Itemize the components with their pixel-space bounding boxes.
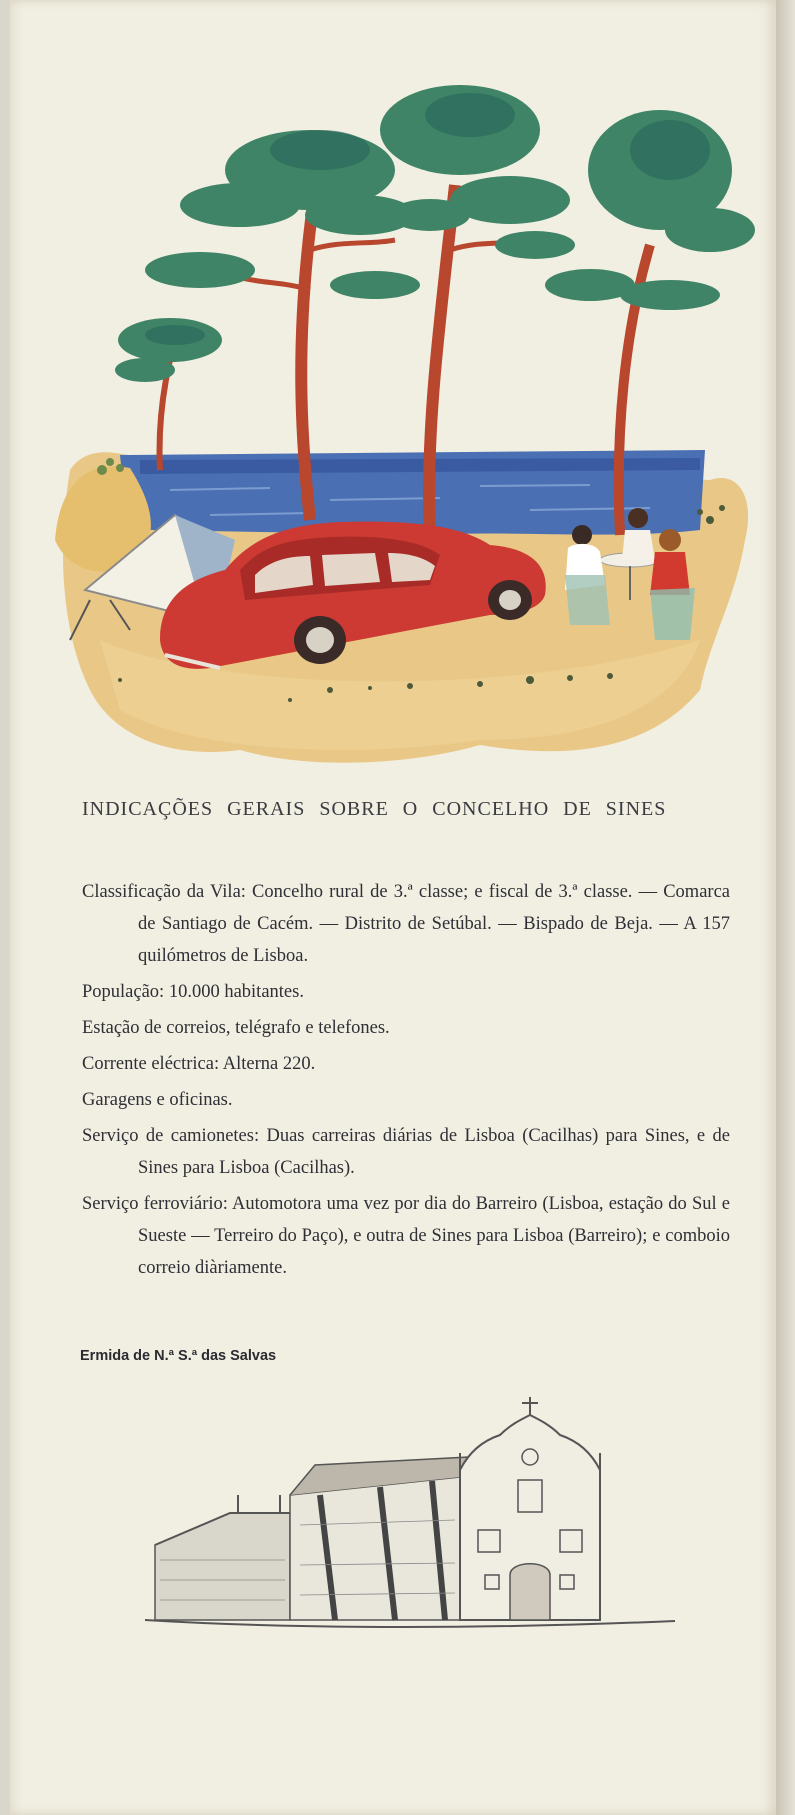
- info-population: População: 10.000 habitantes.: [82, 982, 304, 1002]
- info-list: [82, 876, 730, 1288]
- info-post-office: Estação de correios, telégrafo e telefones.: [82, 1018, 390, 1038]
- chapel-caption: Ermida de N.ª S.ª das Salvas: [80, 1348, 277, 1364]
- beach-camping-illustration: [10, 0, 776, 780]
- chapel-drawing: [140, 1395, 680, 1655]
- page-heading: INDICAÇÕES GERAIS SOBRE O CONCELHO DE SINES: [82, 798, 667, 820]
- info-rail-service: Serviço ferroviário: Automotora uma vez por dia do Barreiro (Lisboa, estação do Sul e Sueste — Terreiro do Paço), e outra de Sines para Lisboa (Barreiro); e comboio correio diàriamente.: [82, 1194, 730, 1278]
- info-bus-service: Serviço de camionetes: Duas carreiras diárias de Lisboa (Cacilhas) para Sines, e de Sines para Lisboa (Cacilhas).: [82, 1126, 730, 1178]
- info-classification: Classificação da Vila: Concelho rural de 3.ª classe; e fiscal de 3.ª classe. — Comarca de Santiago de Cacém. — Distrito de Setúbal. — Bispado de Beja. — A 157 quilómetros de Lisboa.: [82, 882, 730, 966]
- info-electricity: Corrente eléctrica: Alterna 220.: [82, 1054, 316, 1074]
- page-edge: [776, 0, 795, 1815]
- info-garages: Garagens e oficinas.: [82, 1090, 233, 1110]
- brochure-page: [10, 0, 776, 1815]
